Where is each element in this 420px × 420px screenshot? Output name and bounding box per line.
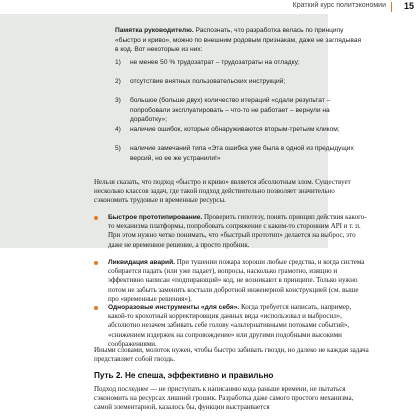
memo-item-number: 4): [115, 126, 121, 133]
memo-item-text: большое (больше двух) количество итераций «сдали результат – попробовали эксплуатировать – что-то не работает – вернули на доработку»;: [130, 97, 331, 123]
bullet-marker: [94, 306, 98, 310]
memo-item-text: отсутствие внятных пользовательских инструкций;: [130, 78, 286, 85]
header-separator: [391, 2, 392, 12]
memo-item-number: 3): [115, 97, 121, 104]
bullet-title: Одноразовые инструменты «для себя».: [108, 304, 240, 311]
bullet-title: Ликвидация аварий.: [108, 259, 175, 266]
memo-lead: [115, 26, 365, 55]
memo-lead-title: Памятка руководителю.: [115, 27, 194, 34]
memo-item-text: не менее 50 % трудозатрат – трудозатраты на отладку;: [130, 59, 300, 66]
page-number: 15: [403, 1, 414, 11]
bullet-marker: [94, 261, 98, 265]
memo-item-text: наличие замечаний типа «Эта ошибка уже была в одной из предыдущих версий, но ее же устранили!»: [130, 145, 354, 162]
memo-lead-text: Распознать, что разработка велась по принципу «быстро и криво», можно по внешним родовым признакам, даже не заглядывая в код. Вот некоторые из них:: [115, 27, 362, 53]
memo-item: [115, 144, 365, 163]
bullet-text: Проверить гипотезу, понять принцип действия какого-то механизма платформы, попробовать сопряжение с каким-то сторонним API и т. п. При этом нужно четко понимать, что «быстрый прототип» делается на выброс, это даже не временное решение, а просто пробник.: [108, 213, 367, 249]
memo-item: [115, 58, 365, 68]
bullet-item: [94, 258, 369, 304]
bullet-title: Быстрое прототипирование.: [108, 214, 203, 221]
intro-paragraph: Нельзя сказать, что подход «быстро и криво» является абсолютным злом. Существует несколько классов задач, где такой подход действительно позволяет значительно сэкономить трудовые и временные ресурсы.: [94, 178, 351, 205]
bullet-text: При тушении пожара хороши любые средства, и когда система собирается падать (или уже падает), вопросы, насколько грамотно, изящно и эффективно написан «подпирающий» код, не возникают в принципе. Только нужно потом не забыть заменить костыли добротной инженерной конструкцией (см. выше про «временные решения»).: [108, 258, 365, 303]
running-title: Краткий курс политэкономии: [292, 2, 386, 9]
section-paragraph: Подход последнее — не приступать к написанию кода раньше времени, не пытаться сэкономить на ресурсах лишний грошик. Разработка даже самого простого механизма, самой элементарной, казалось бы, функции выстраивается: [94, 385, 354, 412]
memo-item-text: наличие ошибок, которые обнаруживаются вторым-третьим кликом;: [130, 126, 340, 133]
closing-paragraph: Иными словами, молоток нужен, чтобы быстро забивать гвозди, но далеко не каждая задача представляет собой гвоздь.: [94, 346, 369, 364]
bullet-item: [94, 213, 369, 250]
memo-item-number: 5): [115, 145, 121, 152]
section-title: Путь 2. Не спеша, эффективно и правильно: [94, 371, 274, 380]
memo-item: [115, 125, 365, 135]
memo-item-number: 1): [115, 59, 121, 66]
bullet-item: [94, 303, 369, 349]
bullet-marker: [94, 216, 98, 220]
bullet-text: Когда требуется написать, например, какой-то крохотный корректировщик данных вида «использовал и выбросил», абсолютно незачем забивать себе голову «альтернативными потоками событий», «снижением издержек на сопровождение» или другими подобными высокими соображениями.: [108, 303, 352, 348]
memo-item: [115, 77, 365, 87]
memo-item-number: 2): [115, 78, 121, 85]
memo-item: [115, 96, 365, 125]
